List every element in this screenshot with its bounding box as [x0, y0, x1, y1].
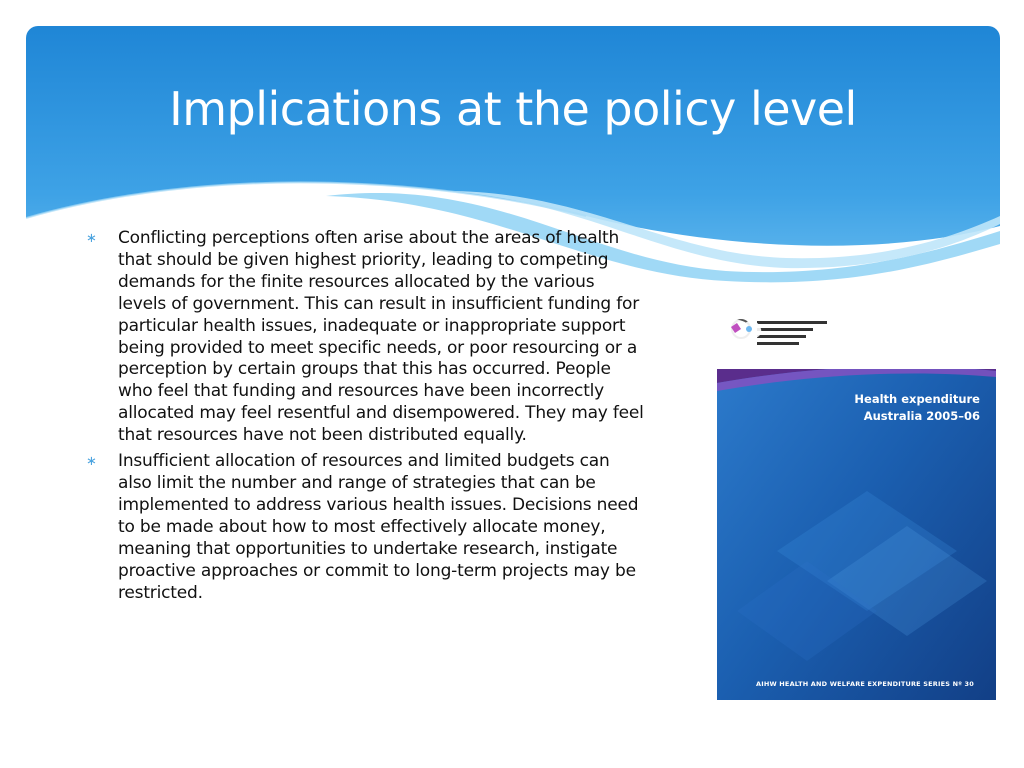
bullet-item	[86, 451, 646, 604]
asterisk-bullet-icon: ∗	[86, 231, 97, 246]
bullet-item	[86, 228, 646, 447]
cover-org-lines	[757, 321, 827, 349]
slide-title: Implications at the policy level	[169, 82, 857, 136]
bullet-list	[86, 228, 646, 608]
bullet-text: Conflicting perceptions often arise about the areas of health that should be given highest priority, leading to competing demands for the finite resources allocated by the various levels of government. This can result in insufficient funding for particular health issues, inadequate or inappropriate support being provided to meet specific needs, or poor resourcing or a perception by certain groups that this has occurred. People who feel that funding and resources have been incorrectly allocated may feel resentful and disempowered. They may feel that resources have not been distributed equally.	[118, 228, 644, 446]
cover-background	[717, 311, 996, 700]
australia-map-emblem-icon	[717, 311, 765, 343]
cover-title-line2: Australia 2005–06	[863, 409, 980, 423]
asterisk-bullet-icon: ∗	[86, 454, 97, 470]
cover-title-line1: Health expenditure	[854, 392, 980, 406]
report-cover-image	[717, 311, 996, 700]
cover-footer: AIHW HEALTH AND WELFARE EXPENDITURE SERIES Nº 30	[755, 680, 974, 688]
bullet-text: Insufficient allocation of resources and limited budgets can also limit the number and range of strategies that can be implemented to address various health issues. Decisions need to be made about how to most effectively allocate money, meaning that opportunities to undertake research, instigate proactive approaches or commit to long-term projects may be restricted.	[118, 451, 639, 603]
cover-title	[854, 391, 980, 425]
